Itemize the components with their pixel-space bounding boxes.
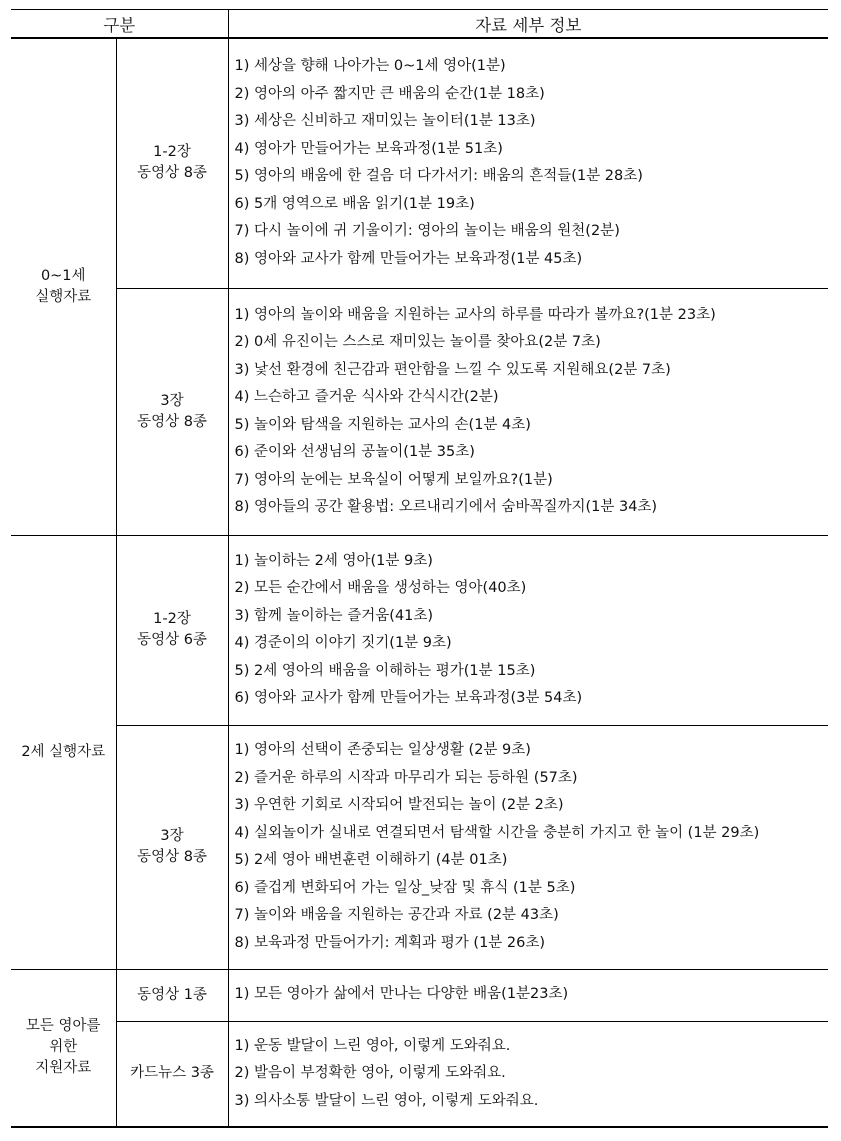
list-item: 3) 함께 놀이하는 즐거움(41초) [234,607,434,624]
list-item: 3) 의사소통 발달이 느린 영아, 이렇게 도와줘요. [234,1092,539,1109]
table-row [11,1021,828,1127]
list-item: 1) 모든 영아가 삶에서 만나는 다양한 배움(1분23초) [234,986,569,1003]
list-item: 1) 영아의 선택이 존중되는 일상생활 (2분 9초) [234,742,531,758]
category-line: 모든 영아를 [25,1018,101,1035]
list-item: 3) 세상은 신비하고 재미있는 놀이터(1분 13초) [234,113,536,130]
list-item: 5) 2세 영아 배변훈련 이해하기 (4분 01초) [234,852,508,868]
group-details [228,535,828,725]
list-item: 3) 낯선 환경에 친근감과 편안함을 느낄 수 있도록 지원해요(2분 7초) [234,361,671,378]
table-row [11,288,828,535]
group-label [116,969,228,1021]
group-label-line: 동영상 6종 [137,632,207,648]
table-row [11,725,828,969]
list-item: 4) 영아가 만들어가는 보육과정(1분 51초) [234,140,503,157]
group-details [228,288,828,535]
group-label-line: 동영상 8종 [137,165,207,182]
group-details [228,38,828,288]
list-item: 8) 영아들의 공간 활용법: 오르내리기에서 숨바꼭질까지(1분 34초) [234,499,658,515]
group-label-line: 3장 [160,828,184,844]
list-item: 4) 실외놀이가 실내로 연결되면서 탐색할 시간을 충분히 가지고 한 놀이 (1분 29초) [234,824,760,841]
group-label-line: 3장 [160,392,184,409]
list-item: 4) 경준이의 이야기 짓기(1분 9초) [234,635,452,651]
list-item: 6) 준이와 선생님의 공놀이(1분 35초) [234,444,475,460]
list-item: 4) 느슨하고 즐거운 식사와 간식시간(2분) [234,389,499,405]
category-line: 2세 실행자료 [21,743,106,760]
list-item: 1) 영아의 놀이와 배움을 지원하는 교사의 하루를 따라가 볼까요?(1분 23초) [234,306,716,323]
category-line: 지원자료 [35,1060,92,1077]
list-item: 6) 즐겁게 변화되어 가는 일상_낮잠 및 휴식 (1분 5초) [234,879,576,896]
category-line: 0~1세 [40,267,86,284]
list-item: 6) 영아와 교사가 함께 만들어가는 보육과정(3분 54초) [234,690,583,706]
list-item: 2) 영아의 아주 짧지만 큰 배움의 순간(1분 18초) [234,85,545,102]
list-item: 2) 모든 순간에서 배움을 생성하는 영아(40초) [234,580,527,596]
group-label [116,535,228,725]
list-item: 8) 보육과정 만들어가기: 계획과 평가 (1분 26초) [234,934,546,951]
header-detail: 자료 세부 정보 [228,10,828,39]
section-category-support [11,969,116,1127]
group-label-line: 1-2장 [153,611,191,627]
list-item: 7) 영아의 눈에는 보육실이 어떻게 보일까요?(1분) [234,471,553,488]
materials-table [11,9,828,1128]
list-item: 7) 놀이와 배움을 지원하는 공간과 자료 (2분 43초) [234,907,559,923]
list-item: 2) 0세 유진이는 스스로 재미있는 놀이를 찾아요(2분 7초) [234,334,601,350]
table-row [11,38,828,288]
list-item: 7) 다시 놀이에 귀 기울이기: 영아의 놀이는 배움의 원천(2분) [234,223,620,240]
list-item: 1) 운동 발달이 느린 영아, 이렇게 도와줘요. [234,1037,511,1054]
category-line: 위한 [49,1039,78,1056]
group-label [116,288,228,535]
category-line: 실행자료 [35,288,92,305]
group-label [116,725,228,969]
group-details [228,725,828,969]
group-label [116,38,228,288]
table-row [11,535,828,725]
group-details [228,1021,828,1127]
group-label-line: 동영상 8종 [137,413,207,430]
header-category: 구분 [11,10,228,39]
list-item: 6) 5개 영역으로 배움 읽기(1분 19초) [234,195,475,212]
list-item: 5) 영아의 배움에 한 걸음 더 다가서기: 배움의 흔적들(1분 28초) [234,168,643,185]
list-item: 5) 놀이와 탐색을 지원하는 교사의 손(1분 4초) [234,416,531,433]
list-item: 1) 세상을 향해 나아가는 0~1세 영아(1분) [234,58,506,75]
group-label-line: 동영상 8종 [137,849,207,865]
group-label [116,1021,228,1127]
list-item: 5) 2세 영아의 배움을 이해하는 평가(1분 15초) [234,662,536,679]
group-label-line: 1-2장 [153,144,191,161]
list-item: 2) 발음이 부정확한 영아, 이렇게 도와줘요. [234,1065,506,1081]
list-item: 2) 즐거운 하루의 시작과 마무리가 되는 등하원 (57초) [234,769,578,786]
table-header-row [11,10,828,39]
list-item: 8) 영아와 교사가 함께 만들어가는 보육과정(1분 45초) [234,250,583,267]
section-category-2 [11,535,116,969]
list-item: 3) 우연한 기회로 시작되어 발전되는 놀이 (2분 2초) [234,797,564,813]
group-details [228,969,828,1021]
section-category-0-1 [11,38,116,535]
group-label-line: 동영상 1종 [137,986,207,1003]
table-row [11,969,828,1021]
list-item: 1) 놀이하는 2세 영아(1분 9초) [234,552,433,569]
group-label-line: 카드뉴스 3종 [130,1065,214,1082]
